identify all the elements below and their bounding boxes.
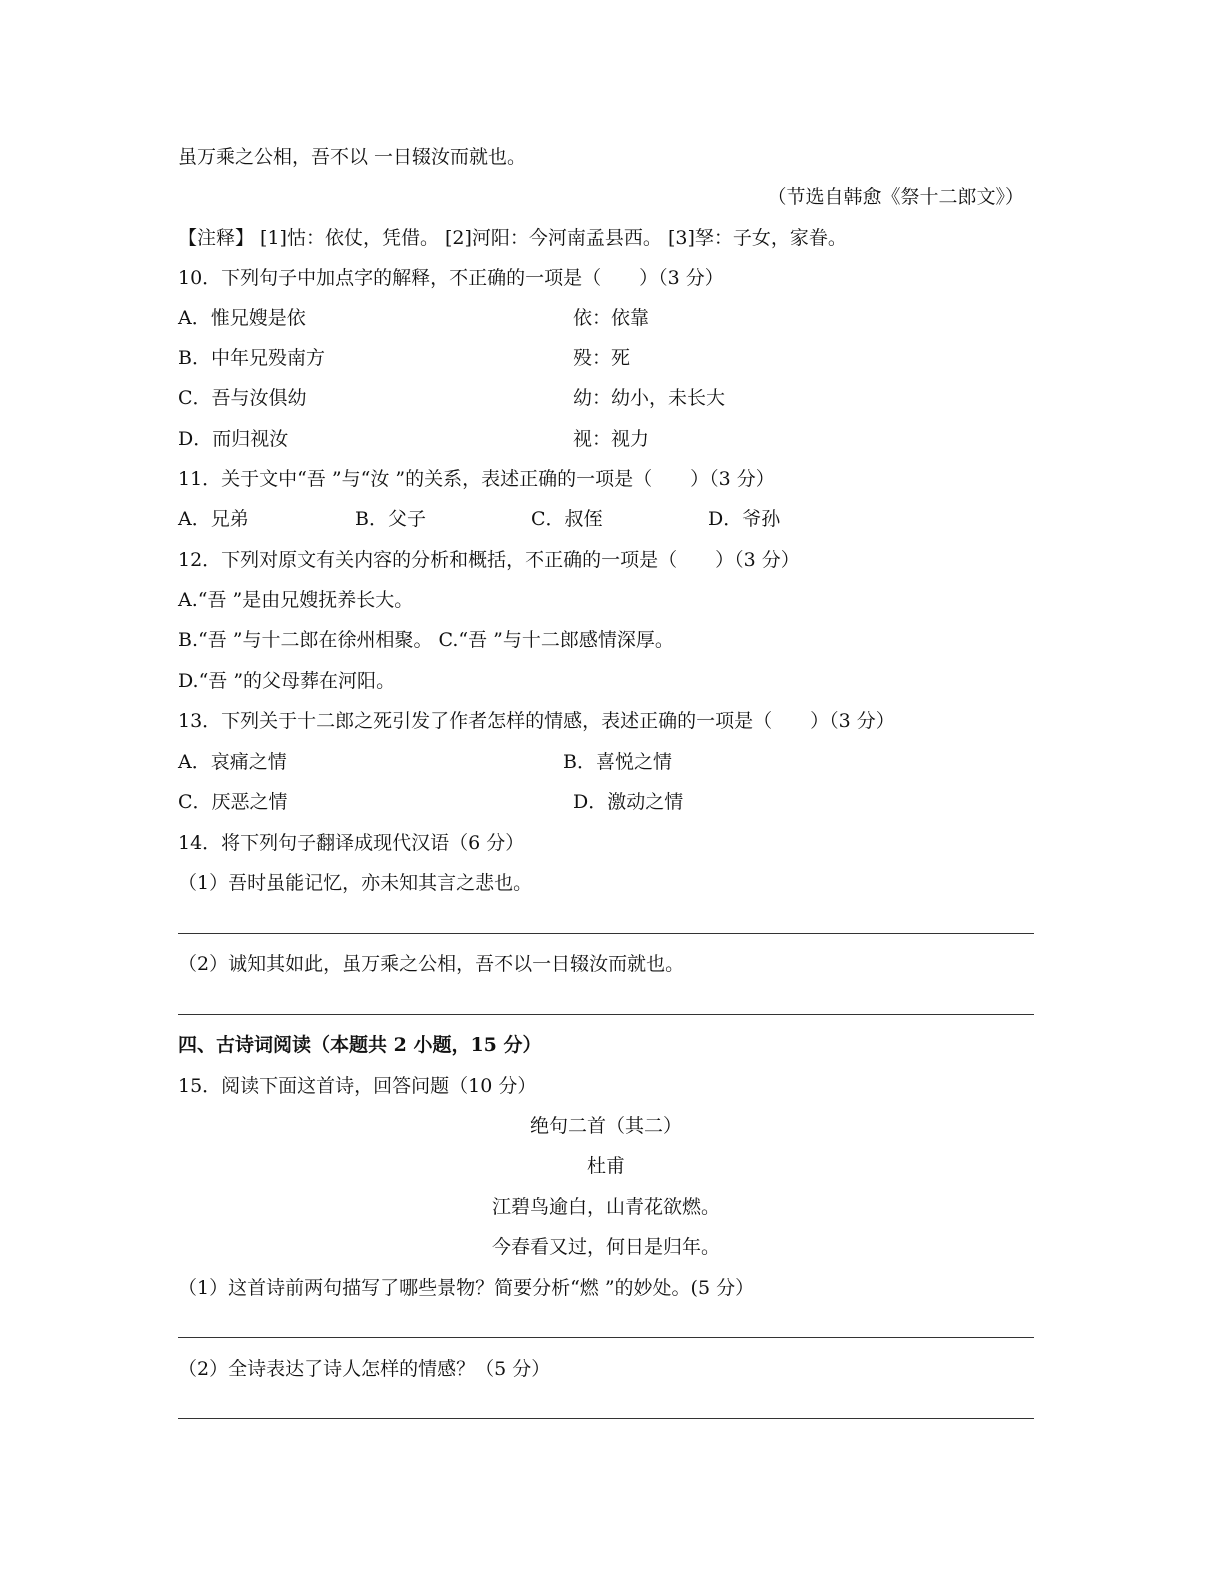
q10-gloss-b: 殁：死: [573, 347, 631, 369]
q12-option-a: A.“吾 ”是由兄嫂抚养长大。: [178, 589, 414, 611]
answer-line[interactable]: [178, 933, 1034, 934]
q10-option-b: B．中年兄殁南方: [178, 347, 325, 369]
answer-line[interactable]: [178, 1014, 1034, 1015]
q12-option-bc: B.“吾 ”与十二郎在徐州相聚。 C.“吾 ”与十二郎感情深厚。: [178, 629, 674, 651]
passage-last-line: 虽万乘之公相，吾不以 一日辍汝而就也。: [178, 146, 527, 168]
poem-author: 杜甫: [586, 1155, 625, 1177]
q15-stem: 15．阅读下面这首诗，回答问题（10 分）: [178, 1075, 537, 1097]
poem-title: 绝句二首（其二）: [529, 1115, 682, 1137]
q10-gloss-d: 视：视力: [573, 428, 650, 450]
passage-source: （节选自韩愈《祭十二郎文》）: [767, 186, 1024, 208]
passage-notes: 【注释】 [1]怙：依仗，凭借。 [2]河阳：今河南孟县西。 [3]孥：子女，家眷。: [178, 227, 847, 249]
q10-option-a: A．惟兄嫂是依: [178, 307, 306, 329]
q14-stem: 14．将下列句子翻译成现代汉语（6 分）: [178, 832, 525, 854]
poem-line: 江碧鸟逾白，山青花欲燃。: [491, 1196, 720, 1218]
q10-stem: 10．下列句子中加点字的解释，不正确的一项是（ ）（3 分）: [178, 267, 724, 289]
q13-stem: 13．下列关于十二郎之死引发了作者怎样的情感，表述正确的一项是（ ）（3 分）: [178, 710, 895, 732]
q14-part2: （2）诚知其如此，虽万乘之公相，吾不以一日辍汝而就也。: [178, 953, 685, 975]
q15-part1: （1）这首诗前两句描写了哪些景物？简要分析“燃 ”的妙处。(5 分）: [178, 1277, 755, 1299]
answer-line[interactable]: [178, 1418, 1034, 1419]
q11-option-c: C．叔侄: [531, 508, 603, 530]
q13-option-b: B．喜悦之情: [563, 751, 672, 773]
q15-part2: （2）全诗表达了诗人怎样的情感？（5 分）: [178, 1358, 551, 1380]
section-heading: 四、古诗词阅读（本题共 2 小题，15 分）: [178, 1034, 542, 1056]
poem-line: 今春看又过，何日是归年。: [491, 1236, 720, 1258]
q10-gloss-a: 依：依靠: [573, 307, 650, 329]
q12-stem: 12．下列对原文有关内容的分析和概括，不正确的一项是（ ）（3 分）: [178, 549, 800, 571]
q11-option-b: B．父子: [355, 508, 426, 530]
q13-option-d: D．激动之情: [573, 791, 684, 813]
q10-option-d: D．而归视汝: [178, 428, 289, 450]
q13-option-a: A．哀痛之情: [178, 751, 287, 773]
answer-line[interactable]: [178, 1337, 1034, 1338]
q10-option-c: C．吾与汝俱幼: [178, 387, 307, 409]
q11-stem: 11．关于文中“吾 ”与“汝 ”的关系，表述正确的一项是（ ）（3 分）: [178, 468, 775, 490]
q14-part1: （1）吾时虽能记忆，亦未知其言之悲也。: [178, 872, 533, 894]
q12-option-d: D.“吾 ”的父母葬在河阳。: [178, 670, 396, 692]
q10-gloss-c: 幼：幼小，未长大: [573, 387, 726, 409]
q13-option-c: C．厌恶之情: [178, 791, 288, 813]
q11-option-d: D．爷孙: [708, 508, 781, 530]
q11-option-a: A．兄弟: [178, 508, 249, 530]
